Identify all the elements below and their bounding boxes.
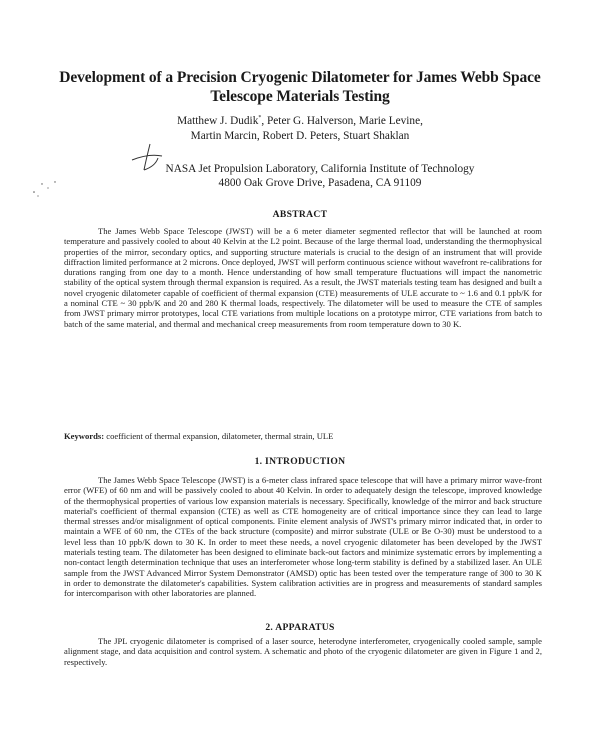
author-first: Matthew J. Dudik <box>177 115 259 127</box>
author-line-1 <box>100 114 500 129</box>
abstract-heading: ABSTRACT <box>272 209 328 220</box>
scan-specks <box>28 176 68 200</box>
introduction-text: The James Webb Space Telescope (JWST) is a 6-meter class infrared space telescope that will have a primary mirror wave-front error (WFE) of 60 nm and will be passively cooled to about 40 Kelvin. In order to adequately design the telescope, improved knowledge of the thermophysical properties of various low expansion materials is necessary. Specifically, knowledge of the mirror and back structure material's coefficient of thermal expansion (CTE) as well as CTE homogeneity are of critical importance since they can lead to large thermal stresses and/or misalignment of optical components. Finite element analysis of JWST's primary mirror indicated that, in order to maintain a WFE of 60 nm, the CTEs of the back structure (composite) and mirror substrate (ULE or Be O-30) must be understood to a level less than 10 ppb/K down to 30 K. In order to meet these needs, a novel cryogenic dilatometer has been developed by the JWST materials testing team. The dilatometer has been designed to eliminate back-out factors and minimize systematic errors by implementing a non-contact length determination technique that uses an interferometer whose long-term stability is defined by a stabilized laser. An ULE sample from the JWST Advanced Mirror System Demonstrator (AMSD) optic has been tested over the temperature range of 300 to 30 K in order to demonstrate the dilatometer's capabilities. System calibration activities are in progress and measurements of standard samples for intercomparison with other laboratories are planned. <box>64 475 542 599</box>
introduction-heading: 1. INTRODUCTION <box>254 456 346 467</box>
author-line-2: Martin Marcin, Robert D. Peters, Stuart Shaklan <box>190 130 410 142</box>
affiliation-address: 4800 Oak Grove Drive, Pasadena, CA 91109 <box>218 177 422 189</box>
affiliation <box>120 162 520 190</box>
author-rest: , Peter G. Halverson, Marie Levine, <box>261 115 423 127</box>
apparatus-text: The JPL cryogenic dilatometer is comprised of a laser source, heterodyne interferometer, cryogenically cooled sample, sample alignment stage, and data acquisition and control system. A schematic and photo of the cryogenic dilatometer are given in Figure 1 and 2, respectively. <box>64 636 542 667</box>
author-footnote-mark: * <box>258 115 262 122</box>
keywords-text: coefficient of thermal expansion, dilatometer, thermal strain, ULE <box>106 431 334 441</box>
affiliation-org: NASA Jet Propulsion Laboratory, California Institute of Technology <box>165 163 475 175</box>
paper-title: Development of a Precision Cryogenic Dilatometer for James Webb Space Telescope Materials Testing <box>59 69 541 105</box>
keywords <box>64 431 542 441</box>
keywords-label: Keywords: <box>64 431 105 441</box>
apparatus-heading: 2. APPARATUS <box>265 622 335 633</box>
abstract-text: The James Webb Space Telescope (JWST) will be a 6 meter diameter segmented reflector that will be launched at room temperature and passively cooled to about 40 Kelvin at the L2 point. Because of the large thermal load, understanding the thermophysical properties of the mirror, secondary optics, and supporting structure materials is crucial to the design of an instrument that will provide diffraction limited performance at 2 microns. Once deployed, JWST will perform continuous science without wavefront re-calibrations for durations ranging from one day to a month. Hence understanding of how small temperature fluctuations will impact the nanometric stability of the optical system through thermal expansion is required. As a result, the JWST materials testing team has designed and built a novel cryogenic dilatometer capable of coefficient of thermal expansion (CTE) measurements of ULE accurate to ~ 1.6 and 0.1 ppb/K for a nominal CTE ~ 30 ppb/K and 20 and 280 K thermal loads, respectively. The dilatometer will be used to measure the CTE of samples from JWST primary mirror prototypes, local CTE variations from multiple locations on a prototype mirror, CTE variations from batch to batch of the same material, and thermal and mechanical creep measurements from room temperature down to 30 K. <box>64 226 542 329</box>
